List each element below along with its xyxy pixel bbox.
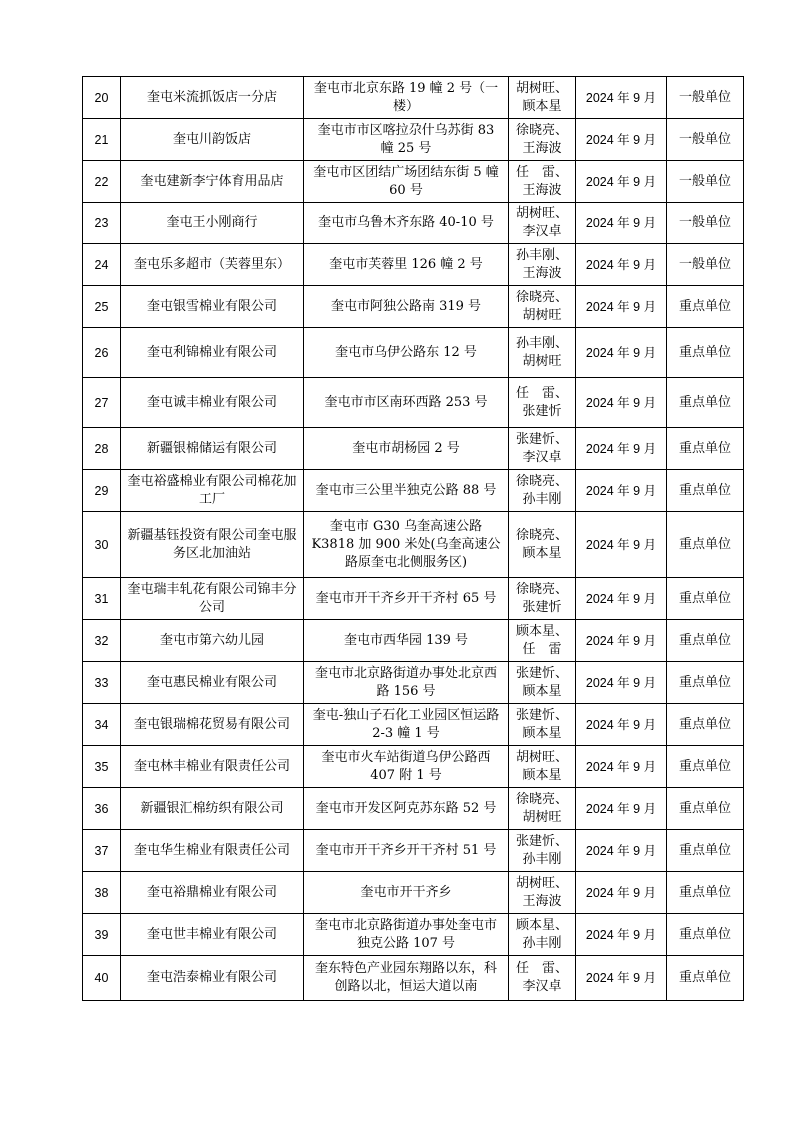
unit-name: 奎屯诚丰棉业有限公司 bbox=[121, 378, 304, 428]
unit-name: 奎屯银瑞棉花贸易有限公司 bbox=[121, 704, 304, 746]
unit-address: 奎屯市 G30 乌奎高速公路 K3818 加 900 米处(乌奎高速公路原奎屯北侧服务区) bbox=[304, 512, 509, 578]
table-row bbox=[83, 578, 744, 620]
inspection-date: 2024 年 9 月 bbox=[576, 470, 667, 512]
inspectors: 任 雷、李汉卓 bbox=[509, 956, 576, 1001]
row-number: 36 bbox=[83, 788, 121, 830]
unit-type: 重点单位 bbox=[667, 788, 744, 830]
inspectors: 任 雷、张建忻 bbox=[509, 378, 576, 428]
unit-name: 奎屯裕鼎棉业有限公司 bbox=[121, 872, 304, 914]
unit-name: 奎屯裕盛棉业有限公司棉花加工厂 bbox=[121, 470, 304, 512]
unit-address: 奎屯市开干齐乡 bbox=[304, 872, 509, 914]
unit-address: 奎屯市三公里半独克公路 88 号 bbox=[304, 470, 509, 512]
table-row bbox=[83, 620, 744, 662]
unit-type: 重点单位 bbox=[667, 470, 744, 512]
unit-name: 奎屯乐多超市（芙蓉里东） bbox=[121, 244, 304, 286]
inspection-date: 2024 年 9 月 bbox=[576, 378, 667, 428]
inspection-date: 2024 年 9 月 bbox=[576, 161, 667, 203]
inspectors: 张建忻、李汉卓 bbox=[509, 428, 576, 470]
unit-type: 一般单位 bbox=[667, 119, 744, 161]
unit-address: 奎屯市阿独公路南 319 号 bbox=[304, 286, 509, 328]
inspection-date: 2024 年 9 月 bbox=[576, 788, 667, 830]
row-number: 40 bbox=[83, 956, 121, 1001]
inspectors: 孙丰刚、王海波 bbox=[509, 244, 576, 286]
unit-address: 奎屯市西华园 139 号 bbox=[304, 620, 509, 662]
unit-address: 奎屯市芙蓉里 126 幢 2 号 bbox=[304, 244, 509, 286]
inspection-date: 2024 年 9 月 bbox=[576, 244, 667, 286]
unit-address: 奎屯市北京路街道办事处北京西路 156 号 bbox=[304, 662, 509, 704]
unit-type: 重点单位 bbox=[667, 620, 744, 662]
row-number: 21 bbox=[83, 119, 121, 161]
table-row bbox=[83, 77, 744, 119]
inspectors: 张建忻、顾本星 bbox=[509, 704, 576, 746]
table-row bbox=[83, 119, 744, 161]
table-row bbox=[83, 746, 744, 788]
unit-type: 一般单位 bbox=[667, 244, 744, 286]
unit-address: 奎屯市乌伊公路东 12 号 bbox=[304, 328, 509, 378]
inspectors: 胡树旺、李汉卓 bbox=[509, 203, 576, 244]
unit-address: 奎屯市乌鲁木齐东路 40-10 号 bbox=[304, 203, 509, 244]
row-number: 34 bbox=[83, 704, 121, 746]
row-number: 27 bbox=[83, 378, 121, 428]
inspection-date: 2024 年 9 月 bbox=[576, 914, 667, 956]
inspection-date: 2024 年 9 月 bbox=[576, 956, 667, 1001]
table-row bbox=[83, 512, 744, 578]
table-row bbox=[83, 872, 744, 914]
inspection-date: 2024 年 9 月 bbox=[576, 746, 667, 788]
unit-name: 奎屯市第六幼儿园 bbox=[121, 620, 304, 662]
unit-type: 重点单位 bbox=[667, 746, 744, 788]
inspectors: 徐晓亮、王海波 bbox=[509, 119, 576, 161]
inspectors: 徐晓亮、张建忻 bbox=[509, 578, 576, 620]
unit-address: 奎东特色产业园东翔路以东，科创路以北，恒运大道以南 bbox=[304, 956, 509, 1001]
row-number: 24 bbox=[83, 244, 121, 286]
row-number: 35 bbox=[83, 746, 121, 788]
unit-name: 新疆银棉储运有限公司 bbox=[121, 428, 304, 470]
inspection-date: 2024 年 9 月 bbox=[576, 77, 667, 119]
unit-address: 奎屯市胡杨园 2 号 bbox=[304, 428, 509, 470]
unit-name: 奎屯川韵饭店 bbox=[121, 119, 304, 161]
unit-type: 重点单位 bbox=[667, 830, 744, 872]
inspection-date: 2024 年 9 月 bbox=[576, 662, 667, 704]
inspectors: 徐晓亮、胡树旺 bbox=[509, 788, 576, 830]
unit-address: 奎屯市区团结广场团结东街 5 幢 60 号 bbox=[304, 161, 509, 203]
unit-address: 奎屯市开干齐乡开干齐村 51 号 bbox=[304, 830, 509, 872]
unit-name: 奎屯银雪棉业有限公司 bbox=[121, 286, 304, 328]
table-row bbox=[83, 470, 744, 512]
unit-name: 奎屯林丰棉业有限责任公司 bbox=[121, 746, 304, 788]
unit-name: 奎屯利锦棉业有限公司 bbox=[121, 328, 304, 378]
table-row bbox=[83, 788, 744, 830]
unit-type: 重点单位 bbox=[667, 378, 744, 428]
unit-address: 奎屯市开干齐乡开干齐村 65 号 bbox=[304, 578, 509, 620]
inspection-date: 2024 年 9 月 bbox=[576, 512, 667, 578]
unit-name: 新疆基钰投资有限公司奎屯服务区北加油站 bbox=[121, 512, 304, 578]
table-row bbox=[83, 203, 744, 244]
row-number: 30 bbox=[83, 512, 121, 578]
table-row bbox=[83, 830, 744, 872]
row-number: 37 bbox=[83, 830, 121, 872]
inspectors: 徐晓亮、胡树旺 bbox=[509, 286, 576, 328]
inspectors: 张建忻、孙丰刚 bbox=[509, 830, 576, 872]
inspection-date: 2024 年 9 月 bbox=[576, 578, 667, 620]
unit-name: 奎屯建新李宁体育用品店 bbox=[121, 161, 304, 203]
row-number: 38 bbox=[83, 872, 121, 914]
table-row bbox=[83, 662, 744, 704]
row-number: 31 bbox=[83, 578, 121, 620]
inspectors: 顾本星、孙丰刚 bbox=[509, 914, 576, 956]
row-number: 32 bbox=[83, 620, 121, 662]
inspectors: 徐晓亮、孙丰刚 bbox=[509, 470, 576, 512]
inspection-date: 2024 年 9 月 bbox=[576, 620, 667, 662]
unit-type: 重点单位 bbox=[667, 512, 744, 578]
unit-type: 重点单位 bbox=[667, 328, 744, 378]
inspectors: 顾本星、任 雷 bbox=[509, 620, 576, 662]
table-row bbox=[83, 328, 744, 378]
unit-type: 重点单位 bbox=[667, 704, 744, 746]
inspection-date: 2024 年 9 月 bbox=[576, 704, 667, 746]
unit-type: 重点单位 bbox=[667, 872, 744, 914]
row-number: 20 bbox=[83, 77, 121, 119]
inspection-date: 2024 年 9 月 bbox=[576, 203, 667, 244]
table-row bbox=[83, 286, 744, 328]
unit-type: 重点单位 bbox=[667, 914, 744, 956]
row-number: 23 bbox=[83, 203, 121, 244]
unit-type: 重点单位 bbox=[667, 662, 744, 704]
table-row bbox=[83, 956, 744, 1001]
unit-type: 重点单位 bbox=[667, 286, 744, 328]
unit-type: 一般单位 bbox=[667, 203, 744, 244]
unit-name: 奎屯世丰棉业有限公司 bbox=[121, 914, 304, 956]
unit-name: 奎屯华生棉业有限责任公司 bbox=[121, 830, 304, 872]
inspection-date: 2024 年 9 月 bbox=[576, 119, 667, 161]
inspection-date: 2024 年 9 月 bbox=[576, 830, 667, 872]
unit-type: 一般单位 bbox=[667, 161, 744, 203]
unit-name: 奎屯王小刚商行 bbox=[121, 203, 304, 244]
row-number: 22 bbox=[83, 161, 121, 203]
inspection-date: 2024 年 9 月 bbox=[576, 286, 667, 328]
unit-address: 奎屯市北京东路 19 幢 2 号（一楼） bbox=[304, 77, 509, 119]
inspectors: 孙丰刚、胡树旺 bbox=[509, 328, 576, 378]
row-number: 33 bbox=[83, 662, 121, 704]
unit-address: 奎屯市市区南环西路 253 号 bbox=[304, 378, 509, 428]
inspectors: 任 雷、王海波 bbox=[509, 161, 576, 203]
inspectors: 胡树旺、顾本星 bbox=[509, 77, 576, 119]
row-number: 28 bbox=[83, 428, 121, 470]
inspectors: 胡树旺、顾本星 bbox=[509, 746, 576, 788]
unit-address: 奎屯市北京路街道办事处奎屯市独克公路 107 号 bbox=[304, 914, 509, 956]
unit-type: 重点单位 bbox=[667, 578, 744, 620]
inspection-date: 2024 年 9 月 bbox=[576, 872, 667, 914]
unit-address: 奎屯市开发区阿克苏东路 52 号 bbox=[304, 788, 509, 830]
inspectors: 胡树旺、王海波 bbox=[509, 872, 576, 914]
unit-name: 奎屯瑞丰轧花有限公司锦丰分公司 bbox=[121, 578, 304, 620]
inspection-date: 2024 年 9 月 bbox=[576, 328, 667, 378]
unit-address: 奎屯-独山子石化工业园区恒运路 2-3 幢 1 号 bbox=[304, 704, 509, 746]
row-number: 39 bbox=[83, 914, 121, 956]
table-row bbox=[83, 704, 744, 746]
unit-type: 一般单位 bbox=[667, 77, 744, 119]
unit-type: 重点单位 bbox=[667, 428, 744, 470]
inspection-table bbox=[82, 76, 744, 1001]
table-row bbox=[83, 428, 744, 470]
inspectors: 徐晓亮、顾本星 bbox=[509, 512, 576, 578]
table-row bbox=[83, 244, 744, 286]
inspection-date: 2024 年 9 月 bbox=[576, 428, 667, 470]
unit-name: 奎屯浩泰棉业有限公司 bbox=[121, 956, 304, 1001]
inspectors: 张建忻、顾本星 bbox=[509, 662, 576, 704]
row-number: 29 bbox=[83, 470, 121, 512]
unit-address: 奎屯市火车站街道乌伊公路西 407 附 1 号 bbox=[304, 746, 509, 788]
unit-address: 奎屯市市区喀拉尕什乌苏街 83 幢 25 号 bbox=[304, 119, 509, 161]
table-row bbox=[83, 161, 744, 203]
unit-name: 新疆银汇棉纺织有限公司 bbox=[121, 788, 304, 830]
unit-name: 奎屯惠民棉业有限公司 bbox=[121, 662, 304, 704]
table-row bbox=[83, 914, 744, 956]
unit-type: 重点单位 bbox=[667, 956, 744, 1001]
unit-name: 奎屯米流抓饭店一分店 bbox=[121, 77, 304, 119]
row-number: 25 bbox=[83, 286, 121, 328]
row-number: 26 bbox=[83, 328, 121, 378]
table-body bbox=[83, 77, 744, 1001]
table-row bbox=[83, 378, 744, 428]
